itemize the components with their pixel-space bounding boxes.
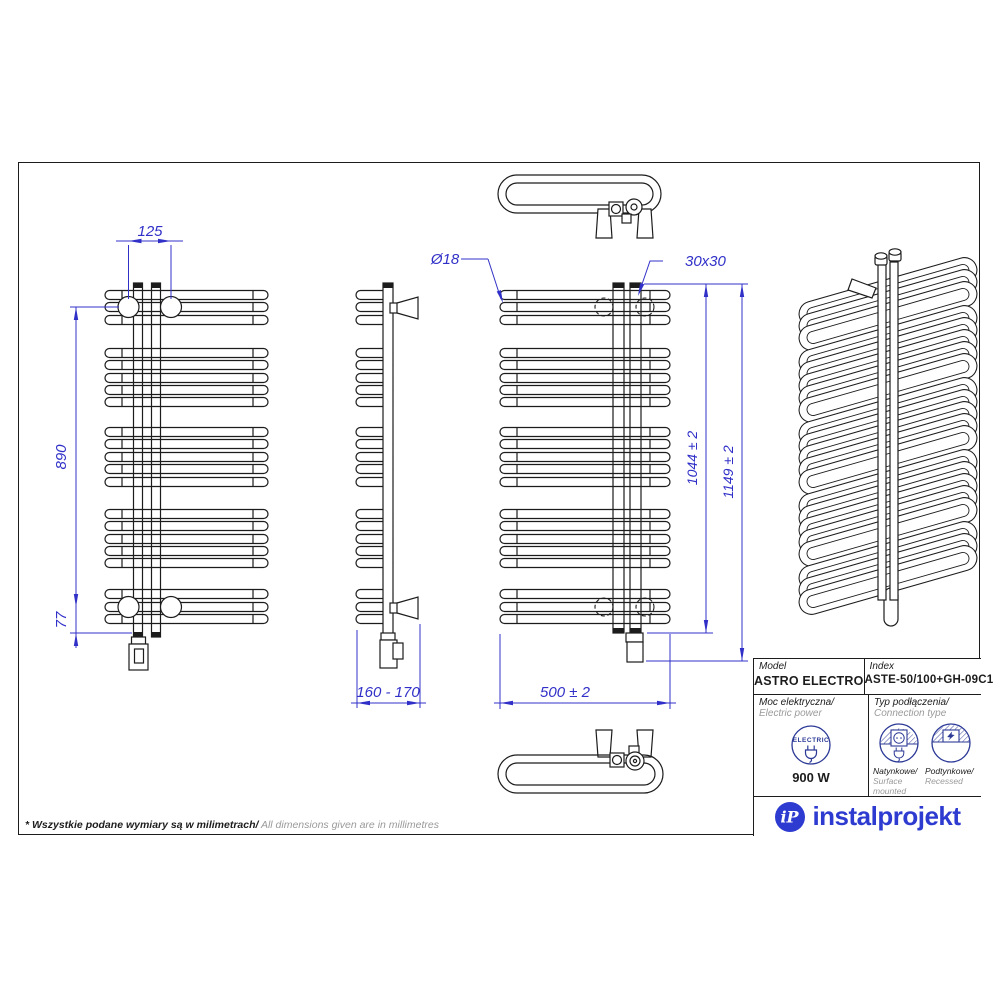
dim-160-170: 160 - 170 — [356, 684, 420, 701]
logo-monogram-icon — [774, 801, 806, 833]
dim-500: 500 ± 2 — [540, 684, 590, 701]
brand-logo — [754, 797, 981, 836]
model-label: Model — [759, 661, 787, 672]
plug-glyph — [806, 746, 817, 763]
electric-power-cell — [754, 695, 869, 796]
connection-label-en: Connection type — [874, 708, 947, 719]
heating-element-front — [129, 637, 148, 670]
dim-1044: 1044 ± 2 — [684, 430, 700, 486]
connection-label-pl: Typ podłączenia/ — [874, 697, 949, 708]
electric-icon-label: ELECTRIC — [792, 737, 830, 744]
electric-icon — [787, 721, 835, 769]
dimensions-footnote — [25, 819, 439, 831]
heating-element-front-right — [626, 633, 643, 662]
footnote-en: All dimensions given are in millimetres — [258, 819, 439, 831]
title-block — [753, 658, 994, 836]
isometric-view — [796, 249, 980, 626]
bottom-view — [498, 730, 663, 793]
front-view-dimensioned — [500, 283, 670, 662]
svg-text:iP: iP — [780, 807, 800, 826]
plug-glyph-small — [894, 748, 904, 762]
recessed-icon — [929, 721, 973, 765]
surface-mounted-icon — [877, 721, 921, 765]
top-view — [498, 175, 661, 238]
power-label-en: Electric power — [759, 708, 822, 719]
logo-text: instalprojekt — [812, 801, 961, 831]
front-view — [105, 283, 268, 670]
index-cell — [865, 659, 994, 694]
dim-tube-diameter: Ø18 — [430, 251, 460, 268]
model-value: ASTRO ELECTRO — [754, 674, 864, 688]
index-label: Index — [869, 661, 895, 672]
surface-mounted-label: Natynkowe/ Surface mounted — [873, 766, 918, 796]
side-view — [356, 283, 418, 668]
wall-bracket-top — [390, 297, 418, 319]
power-label-pl: Moc elektryczna/ — [759, 697, 835, 708]
power-value: 900 W — [792, 770, 830, 785]
dim-890: 890 — [53, 444, 70, 470]
wall-bracket-bottom — [390, 597, 418, 619]
heating-element-side — [380, 633, 403, 668]
model-cell — [754, 659, 865, 694]
index-value: ASTE-50/100+GH-09C1 — [864, 674, 994, 686]
dim-77: 77 — [53, 611, 70, 629]
dim-1149: 1149 ± 2 — [720, 445, 736, 499]
connection-type-cell — [869, 695, 981, 796]
dim-collector-profile: 30x30 — [685, 253, 726, 270]
dim-125: 125 — [137, 223, 163, 240]
footnote-pl: * Wszystkie podane wymiary są w milimetrach/ — [25, 819, 259, 831]
recessed-label: Podtynkowe/ Recessed — [925, 766, 974, 786]
